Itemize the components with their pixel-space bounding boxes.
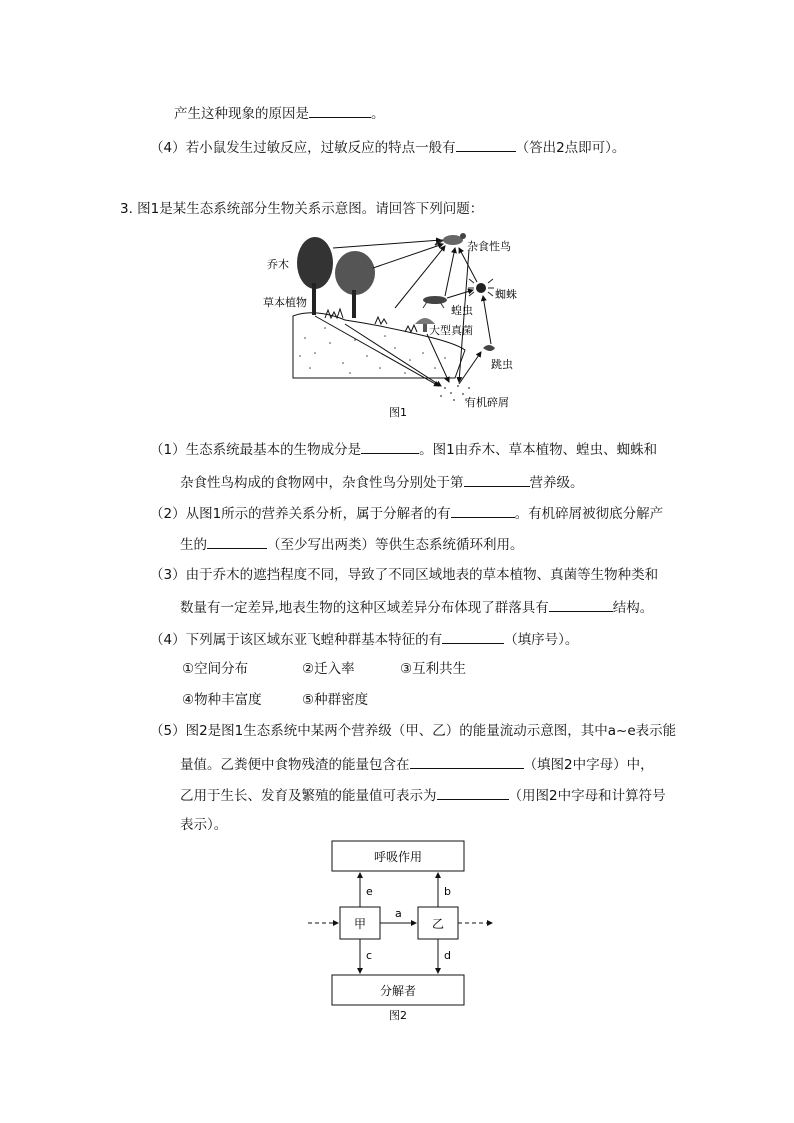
answer-blank[interactable] (361, 439, 419, 454)
question-3-title: 3. 图1是某生态系统部分生物关系示意图。请回答下列问题： (120, 201, 484, 217)
node-jia-label: 甲 (353, 917, 367, 931)
answer-blank[interactable] (451, 503, 515, 518)
answer-blank[interactable] (549, 597, 613, 612)
answer-blank[interactable] (309, 103, 371, 118)
bird-icon (435, 233, 466, 245)
label-spider: 蜘蛛 (495, 288, 517, 301)
figure-2-energy-flow (300, 835, 500, 1025)
decomposer-label: 分解者 (379, 984, 417, 998)
tree-icon (297, 237, 375, 318)
question-4-allergy: （4）若小鼠发生过敏反应，过敏反应的特点一般有 （答出2点即可）。 (150, 137, 625, 157)
line-reason: 产生这种现象的原因是 。 (174, 103, 385, 123)
option-3: ③互利共生 (400, 661, 467, 677)
figure-1-caption: 图1 (389, 406, 407, 419)
subq-5-line4: 表示）。 (180, 817, 228, 833)
node-yi-label: 乙 (431, 917, 445, 931)
label-tree: 乔木 (267, 258, 289, 271)
subq-4: （4）下列属于该区域东亚飞蝗种群基本特征的有 （填序号）。 (150, 629, 578, 649)
answer-blank[interactable] (464, 472, 530, 487)
springtail-icon (483, 345, 495, 351)
respiration-label: 呼吸作用 (373, 850, 423, 864)
subq-3-line1: （3）由于乔木的遮挡程度不同，导致了不同区域地表的草本植物、真菌等生物种类和 (150, 567, 659, 583)
answer-blank[interactable] (207, 534, 267, 549)
label-detritus: 有机碎屑 (465, 396, 509, 409)
arrow-label-d: d (444, 949, 451, 962)
figure-2-caption: 图2 (389, 1009, 407, 1022)
label-fungi: 大型真菌 (429, 324, 473, 337)
arrow-label-b: b (444, 885, 451, 898)
answer-blank[interactable] (410, 754, 524, 769)
subq-2-line1: （2）从图1所示的营养关系分析，属于分解者的有 。有机碎屑被彻底分解产 (150, 503, 663, 523)
figure-1-ecosystem (255, 228, 545, 428)
answer-blank[interactable] (456, 137, 516, 152)
arrow-label-c: c (366, 949, 373, 962)
option-2: ②迁入率 (302, 661, 355, 677)
spider-icon (468, 279, 494, 296)
option-5: ⑤种群密度 (302, 692, 369, 708)
label-bird: 杂食性鸟 (467, 240, 511, 253)
arrow-label-a: a (395, 907, 402, 920)
subq-3-line2: 数量有一定差异,地表生物的这种区域差异分布体现了群落具有 结构。 (180, 597, 653, 617)
answer-blank[interactable] (442, 629, 504, 644)
answer-blank[interactable] (437, 785, 509, 800)
label-locust: 蝗虫 (451, 304, 473, 317)
arrow-label-e: e (366, 885, 373, 898)
label-springtail: 跳虫 (491, 358, 513, 371)
subq-5-line2: 量值。乙粪便中食物残渣的能量包含在 （填图2中字母）中， (180, 754, 654, 774)
locust-icon (423, 296, 447, 308)
subq-1-line1: （1）生态系统最基本的生物成分是 。图1由乔木、草本植物、蝗虫、蜘蛛和 (150, 439, 657, 459)
subq-1-line2: 杂食性鸟构成的食物网中，杂食性鸟分别处于第 营养级。 (180, 472, 584, 492)
option-4: ④物种丰富度 (182, 692, 262, 708)
subq-5-line1: （5）图2是图1生态系统中某两个营养级（甲、乙）的能量流动示意图，其中a~e表示能 (150, 723, 677, 739)
label-grass: 草本植物 (263, 296, 307, 309)
subq-5-line3: 乙用于生长、发育及繁殖的能量值可表示为 （用图2中字母和计算符号 (180, 785, 666, 805)
option-1: ①空间分布 (182, 661, 249, 677)
subq-2-line2: 生的 （至少写出两类）等供生态系统循环利用。 (180, 534, 524, 554)
